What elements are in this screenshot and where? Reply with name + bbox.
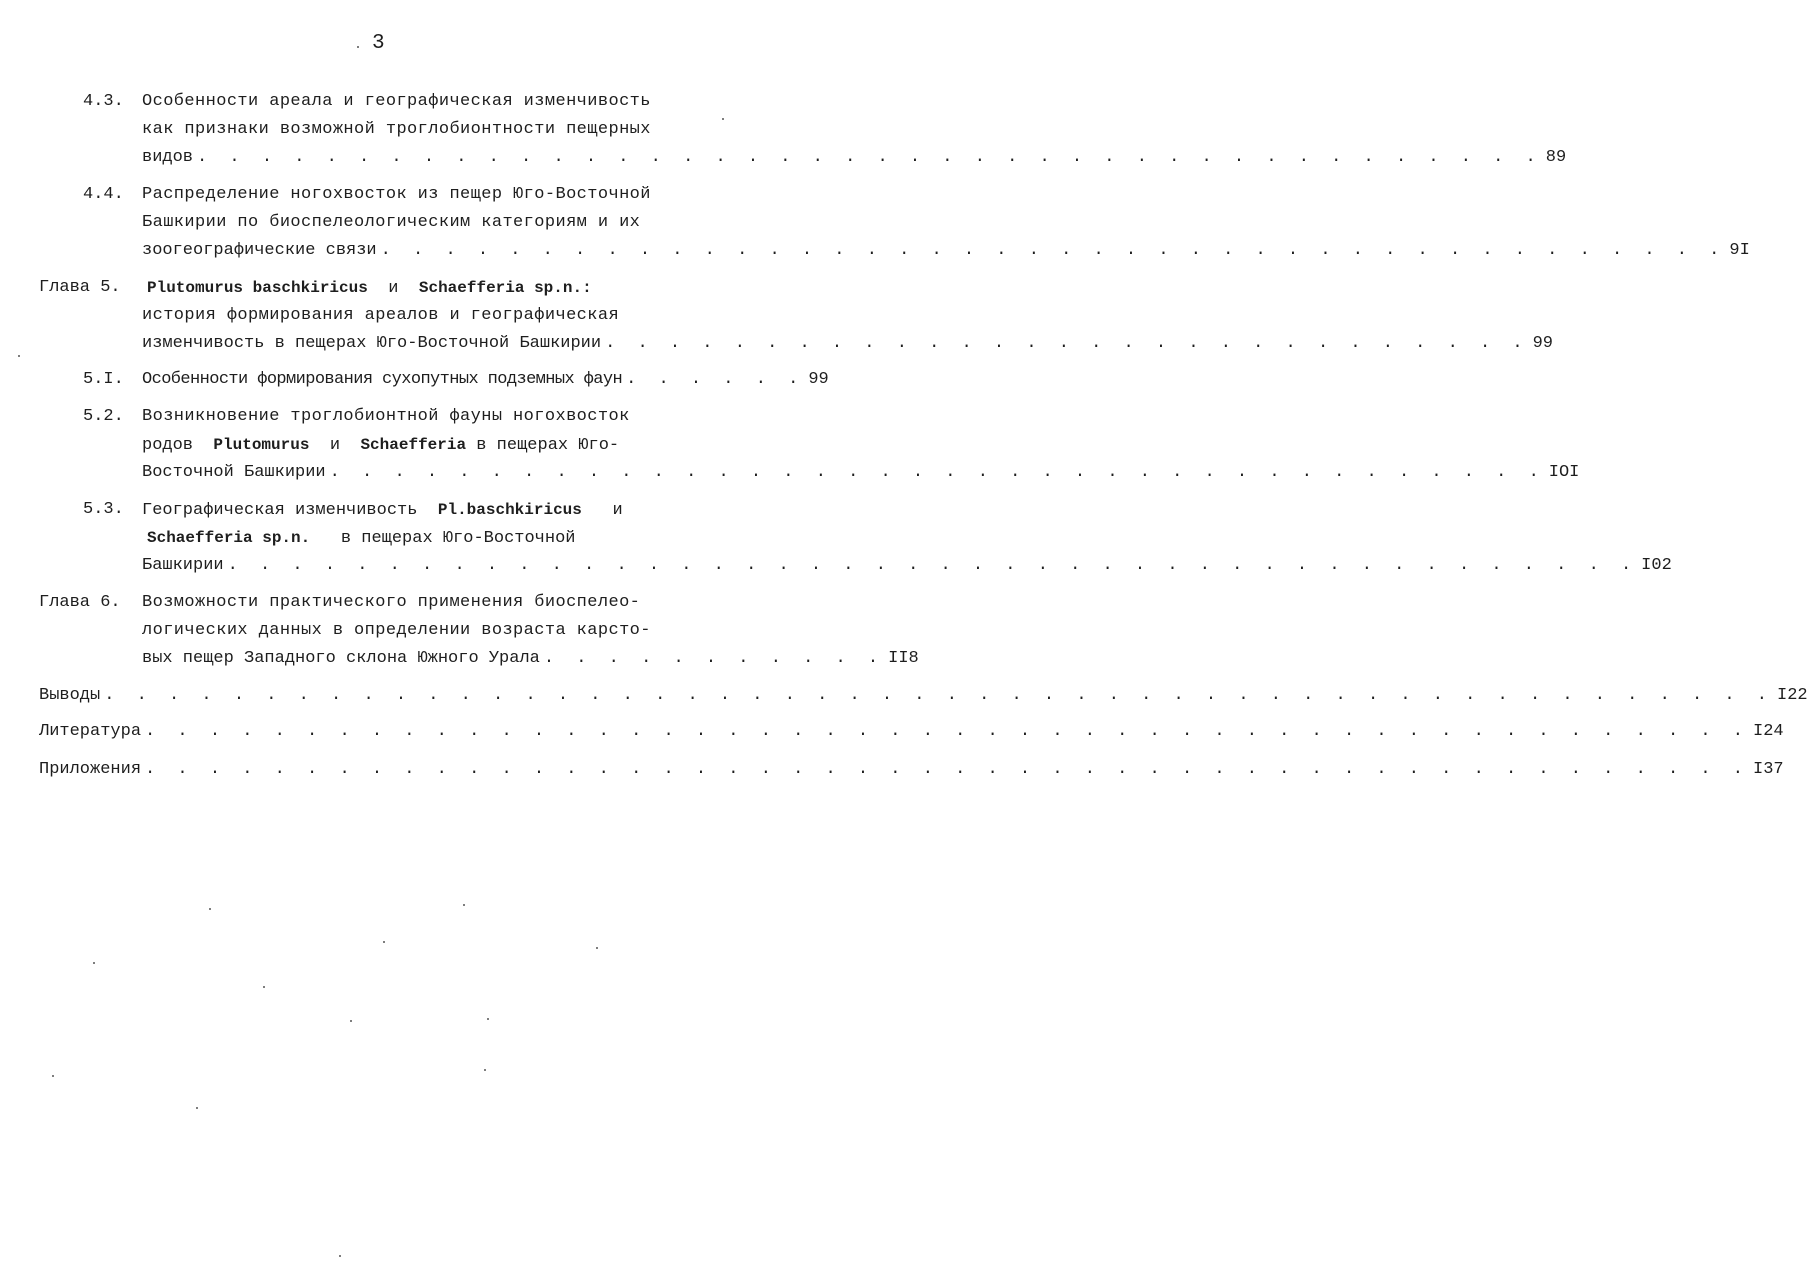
text-fragment: родов <box>142 436 194 455</box>
scan-speck <box>383 941 385 943</box>
entry-title-line: Башкирии по биоспелеологическим категориям и их <box>142 213 641 232</box>
leader-line <box>142 330 1553 358</box>
page-ref: I22 <box>1777 686 1808 705</box>
taxon-name: Schaefferia sp.n. <box>147 529 311 547</box>
entry-title-line: Особенности ареала и географическая изменчивость <box>142 92 651 111</box>
chapter-number: Глава 5. <box>39 278 121 297</box>
leader-line <box>142 459 1580 487</box>
entry-title-line: зоогеографические связи <box>142 241 377 260</box>
scan-speck <box>722 118 724 120</box>
scan-speck <box>52 1075 54 1077</box>
page-ref: I37 <box>1753 760 1784 779</box>
leader-line <box>142 645 919 673</box>
leader-line <box>39 756 1784 784</box>
scan-speck <box>196 1107 198 1109</box>
text-fragment: в пещерах Юго- <box>476 436 620 455</box>
scan-speck <box>350 1020 352 1022</box>
page-ref: IOI <box>1548 463 1580 482</box>
dot-leader: . . . . . . . . . . . . . . . . . . . . . . . . . . . . . . . . . . . . . . . . . . . . . . . . . . <box>145 760 1749 779</box>
chapter-number: Глава 6. <box>39 593 121 612</box>
scan-speck <box>339 1255 341 1257</box>
entry-label: Литература <box>39 722 142 741</box>
page-ref: I02 <box>1641 556 1672 575</box>
dot-leader: . . . . . . <box>626 370 805 389</box>
taxon-name: Plutomurus baschkiricus <box>147 279 368 297</box>
page-ref: 89 <box>1545 148 1567 167</box>
dot-leader: . . . . . . . . . . . . . . . . . . . . . . . . . . . . . . . . . . . . . . . . . . <box>380 241 1726 260</box>
leader-line <box>142 552 1672 580</box>
dot-leader: . . . . . . . . . . . <box>543 649 885 668</box>
page-ref: 99 <box>1532 334 1553 353</box>
section-number: 5.2. <box>83 407 124 426</box>
conjunction: и <box>612 501 623 520</box>
entry-title-line <box>142 431 702 459</box>
entry-title-line: видов <box>142 148 194 167</box>
entry-title-line: вых пещер Западного склона Южного Урала <box>142 649 540 668</box>
entry-label: Приложения <box>39 760 142 779</box>
leader-line <box>39 682 1808 710</box>
scan-speck <box>487 1018 489 1020</box>
leader-line <box>142 366 829 394</box>
dot-leader: . . . . . . . . . . . . . . . . . . . . . . . . . . . . . . . . . . . . . . . . . . . . . . . . . . <box>145 722 1749 741</box>
entry-title-line: Возможности практического применения биоспелео- <box>142 593 641 612</box>
section-number: 5.3. <box>83 500 124 519</box>
dot-leader: . . . . . . . . . . . . . . . . . . . . . . . . . . . . . . . . . . . . . . . . . . <box>197 148 1542 167</box>
dot-leader: . . . . . . . . . . . . . . . . . . . . . . . . . . . . . <box>605 334 1529 353</box>
entry-title-line: Распределение ногохвосток из пещер Юго-Восточной <box>142 185 651 204</box>
page-ref: I24 <box>1753 722 1784 741</box>
entry-title-line: логических данных в определении возраста карсто- <box>142 621 651 640</box>
taxon-name: Schaefferia <box>360 436 467 454</box>
entry-title-line: как признаки возможной троглобионтности пещерных <box>142 120 651 139</box>
scan-speck <box>484 1069 486 1071</box>
scan-speck <box>596 947 598 949</box>
page-ref: 99 <box>808 370 829 389</box>
scan-speck <box>263 986 265 988</box>
entry-title-line: Особенности формирования сухопутных подземных фаун <box>142 370 623 389</box>
leader-line <box>142 237 1750 265</box>
scan-speck <box>18 355 20 357</box>
scan-speck <box>463 904 465 906</box>
dot-leader: . . . . . . . . . . . . . . . . . . . . . . . . . . . . . . . . . . . . . . . . . . . . <box>227 556 1638 575</box>
entry-label: Выводы <box>39 686 101 705</box>
scan-speck <box>209 908 211 910</box>
entry-title-line <box>147 274 707 302</box>
taxon-name: Schaefferia sp.n.: <box>418 279 592 297</box>
dot-leader: . . . . . . . . . . . . . . . . . . . . . . . . . . . . . . . . . . . . . . <box>329 463 1545 482</box>
entry-title-line: история формирования ареалов и географическая <box>142 306 620 325</box>
leader-line <box>39 718 1784 746</box>
text-fragment: Географическая изменчивость <box>142 501 418 520</box>
dot-leader: . . . . . . . . . . . . . . . . . . . . . . . . . . . . . . . . . . . . . . . . . . . . . . . . . . . . <box>104 686 1773 705</box>
conjunction: и <box>388 279 399 298</box>
page-ref: 9I <box>1729 241 1750 260</box>
scan-speck <box>357 46 359 48</box>
scan-speck <box>93 962 95 964</box>
page-number: 3 <box>372 32 385 55</box>
entry-title-line <box>142 496 702 524</box>
section-number: 4.4. <box>83 185 124 204</box>
section-number: 4.3. <box>83 92 124 111</box>
entry-title-line <box>147 524 707 552</box>
taxon-name: Plutomurus <box>213 436 310 454</box>
conjunction: и <box>329 436 341 455</box>
entry-title-line: изменчивость в пещерах Юго-Восточной Башкирии <box>142 334 602 353</box>
entry-title-line: Башкирии <box>142 556 224 575</box>
page-ref: II8 <box>888 649 919 668</box>
section-number: 5.I. <box>83 370 124 389</box>
entry-title-line: Восточной Башкирии <box>142 463 326 482</box>
leader-line <box>142 144 1567 172</box>
text-fragment: в пещерах Юго-Восточной <box>340 529 576 548</box>
entry-title-line: Возникновение троглобионтной фауны ногохвосток <box>142 407 630 426</box>
taxon-name: Pl.baschkiricus <box>437 501 582 519</box>
